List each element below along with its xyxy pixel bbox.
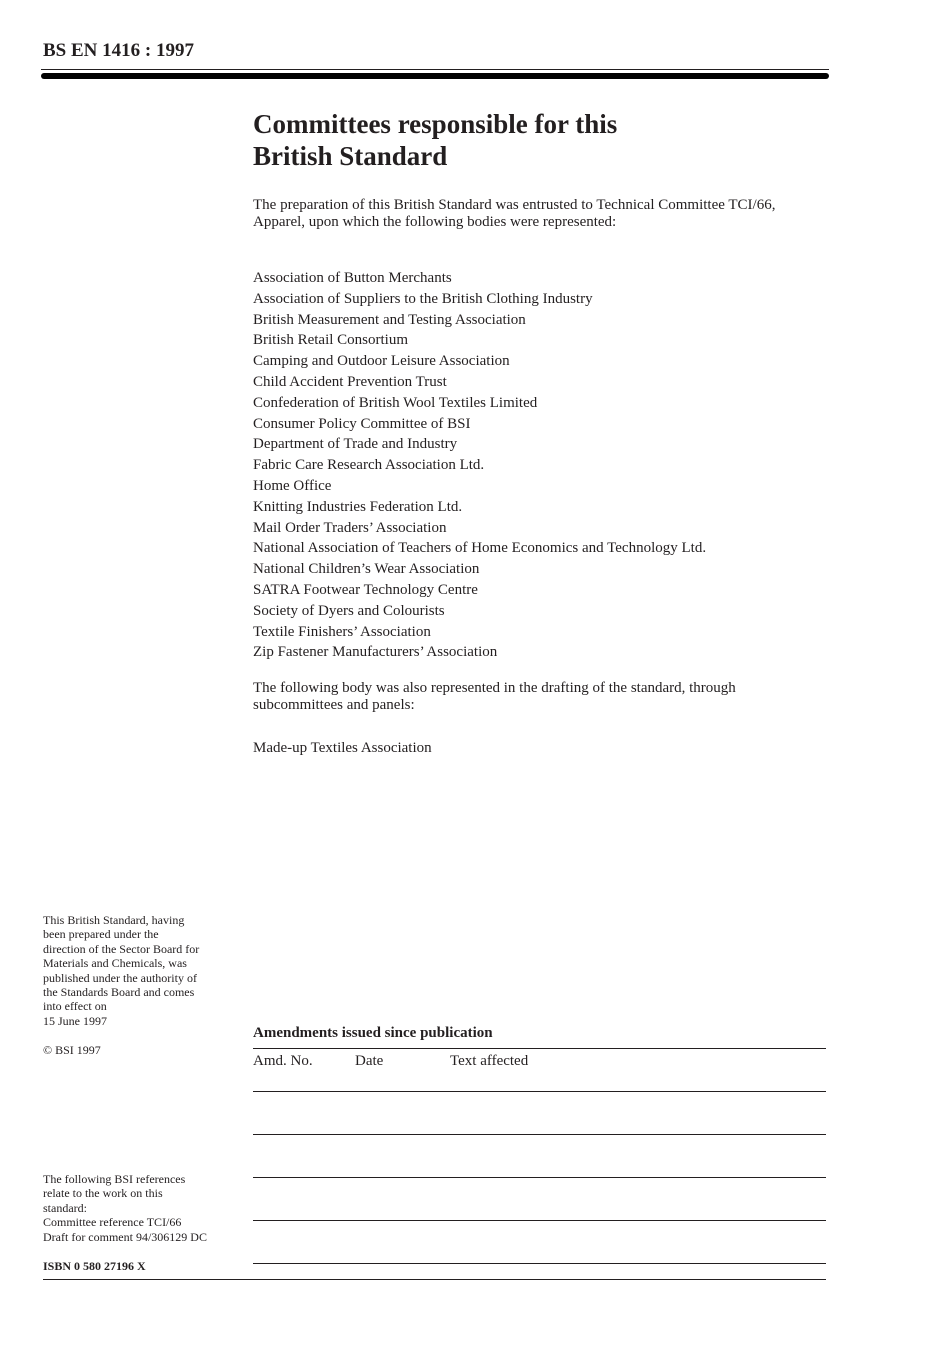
- list-item: Fabric Care Research Association Ltd.: [253, 457, 485, 474]
- list-item: Society of Dyers and Colourists: [253, 602, 445, 619]
- bsi-references-note: [43, 1172, 238, 1244]
- bsi-reference-line: standard:: [43, 1200, 87, 1215]
- also-represented-paragraph: The following body was also represented in the drafting of the standard, through subcommittees and panels:: [253, 680, 736, 713]
- copyright-notice: © BSI 1997: [43, 1043, 101, 1057]
- list-item: National Association of Teachers of Home Economics and Technology Ltd.: [253, 540, 707, 557]
- amendments-title: Amendments issued since publication: [253, 1025, 493, 1041]
- amendments-row-rule: [253, 1220, 826, 1221]
- bsi-reference-line: Committee reference TCI/66: [43, 1215, 182, 1230]
- footer-rule: [43, 1279, 826, 1280]
- document-code: BS EN 1416 : 1997: [43, 40, 194, 61]
- publication-note: [43, 913, 238, 1028]
- amendments-row-rule: [253, 1263, 826, 1264]
- publication-note-line: This British Standard, having: [43, 913, 185, 927]
- list-item: British Retail Consortium: [253, 332, 409, 349]
- amendments-table-top-rule: [253, 1048, 826, 1049]
- bsi-reference-line: relate to the work on this: [43, 1186, 163, 1201]
- list-item: National Children’s Wear Association: [253, 561, 480, 578]
- publication-note-line: been prepared under the: [43, 927, 159, 942]
- list-item: SATRA Footwear Technology Centre: [253, 581, 478, 598]
- list-item: Mail Order Traders’ Association: [253, 519, 447, 536]
- amendments-row-rule: [253, 1134, 826, 1135]
- publication-note-line: direction of the Sector Board for: [43, 941, 200, 956]
- publication-note-line: Materials and Chemicals, was: [43, 956, 187, 971]
- bsi-reference-line: The following BSI references: [43, 1172, 186, 1186]
- list-item: Association of Button Merchants: [253, 270, 452, 286]
- publication-note-line: 15 June 1997: [43, 1013, 107, 1028]
- list-item: Knitting Industries Federation Ltd.: [253, 498, 463, 515]
- amendments-row-rule: [253, 1177, 826, 1178]
- list-item: Child Accident Prevention Trust: [253, 373, 447, 390]
- list-item: Zip Fastener Manufacturers’ Association: [253, 644, 498, 661]
- amendments-col-text-affected: Text affected: [450, 1053, 529, 1069]
- amendments-col-date: Date: [355, 1053, 384, 1069]
- page-title-line-1: Committees responsible for this: [253, 109, 618, 139]
- also-represented-body: Made-up Textiles Association: [253, 740, 432, 756]
- publication-note-line: published under the authority of: [43, 970, 197, 985]
- isbn: ISBN 0 580 27196 X: [43, 1259, 146, 1273]
- page-title: [253, 108, 813, 172]
- list-item: Camping and Outdoor Leisure Association: [253, 353, 510, 370]
- list-item: Confederation of British Wool Textiles Limited: [253, 394, 538, 411]
- list-item: Home Office: [253, 477, 332, 494]
- intro-paragraph: The preparation of this British Standard was entrusted to Technical Committee TCI/66, Apparel, upon which the following bodies were represented:: [253, 197, 776, 230]
- amendments-row-rule: [253, 1091, 826, 1092]
- publication-note-line: the Standards Board and comes: [43, 985, 195, 1000]
- list-item: British Measurement and Testing Association: [253, 311, 526, 328]
- list-item: Consumer Policy Committee of BSI: [253, 415, 471, 432]
- header-rule-thin: [41, 69, 829, 70]
- list-item: Association of Suppliers to the British Clothing Industry: [253, 290, 593, 307]
- list-item: Textile Finishers’ Association: [253, 623, 431, 640]
- bsi-reference-line: Draft for comment 94/306129 DC: [43, 1229, 207, 1244]
- amendments-col-amd-no: Amd. No.: [253, 1053, 313, 1069]
- list-item: Department of Trade and Industry: [253, 436, 458, 453]
- page-title-line-2: British Standard: [253, 141, 448, 171]
- represented-bodies-list: [253, 268, 706, 663]
- header-rule-thick: [41, 73, 829, 79]
- publication-note-line: into effect on: [43, 999, 107, 1014]
